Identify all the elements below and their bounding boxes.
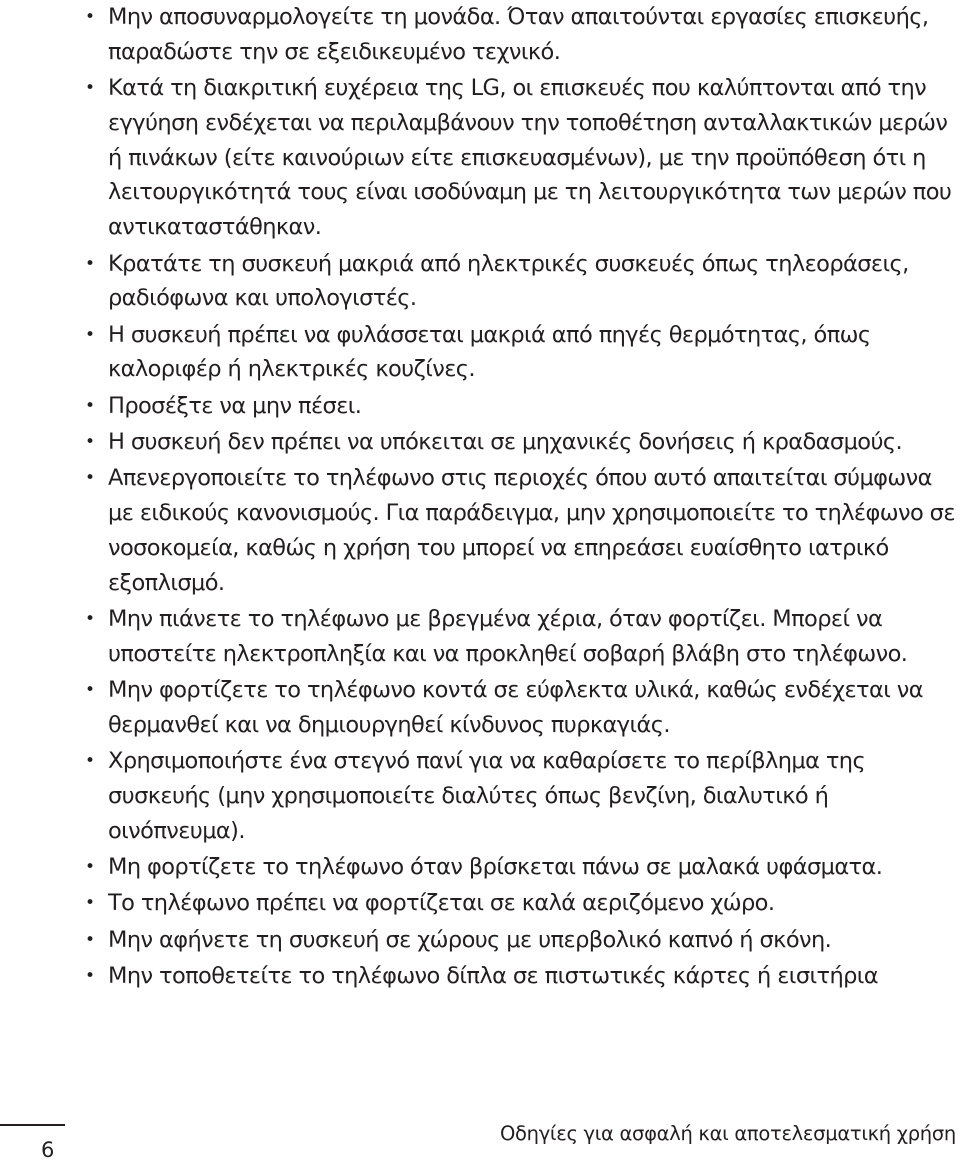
- footer-section-title: Οδηγίες για ασφαλή και αποτελεσματική χρήση: [499, 1122, 956, 1145]
- bullet-icon: •: [85, 609, 95, 630]
- list-item: [85, 923, 955, 958]
- list-item: [85, 318, 955, 388]
- bullet-text: Το τηλέφωνο πρέπει να φορτίζεται σε καλά αεριζόμενο χώρο.: [108, 890, 775, 917]
- bullet-text: Μη φορτίζετε το τηλέφωνο όταν βρίσκεται πάνω σε μαλακά υφάσματα.: [108, 854, 883, 881]
- bullet-icon: •: [85, 680, 95, 701]
- bullet-icon: •: [85, 395, 95, 416]
- list-item: [85, 886, 955, 921]
- bullet-icon: •: [85, 78, 95, 99]
- bullet-text: Απενεργοποιείτε το τηλέφωνο στις περιοχές όπου αυτό απαιτείται σύμφωνα με ειδικούς κανονισμούς. Για παράδειγμα, μην χρησιμοποιείτε το τηλέφωνο σε νοσοκομεία, καθώς η χρήση του μπορεί να επηρεάσει ευαίσθητο ιατρικό εξοπλισμό.: [108, 465, 955, 596]
- bullet-text: Μην αποσυναρμολογείτε τη μονάδα. Όταν απαιτούνται εργασίες επισκευής, παραδώστε την σε εξειδικευμένο τεχνικό.: [108, 4, 929, 65]
- bullet-icon: •: [85, 324, 95, 345]
- bullet-icon: •: [85, 751, 95, 772]
- list-item: [85, 425, 955, 460]
- bullet-icon: •: [85, 468, 95, 489]
- bullet-text: Μην τοποθετείτε το τηλέφωνο δίπλα σε πιστωτικές κάρτες ή εισιτήρια: [108, 963, 879, 990]
- bullet-text: Η συσκευή πρέπει να φυλάσσεται μακριά από πηγές θερμότητας, όπως καλοριφέρ ή ηλεκτρικές κουζίνες.: [108, 321, 871, 383]
- bullet-icon: •: [85, 253, 95, 274]
- list-item: [85, 247, 955, 317]
- list-item: [85, 389, 955, 424]
- bullet-text: Κατά τη διακριτική ευχέρεια της LG, οι επισκευές που καλύπτονται από την εγγύηση ενδέχεται να περιλαμβάνουν την τοποθέτηση ανταλλακτικών μερών ή πινάκων (είτε καινούριων είτε επισκευασμένων), με την προϋπόθεση ότι η λειτουργικότητά τους είναι ισοδύναμη με τη λειτουργικότητα των μερών που αντικαταστάθηκαν.: [108, 75, 952, 241]
- bullet-text: Χρησιμοποιήστε ένα στεγνό πανί για να καθαρίσετε το περίβλημα της συσκευής (μην χρησιμοποιείτε διαλύτες όπως βενζίνη, διαλυτικό ή οινόπνευμα).: [108, 748, 866, 844]
- bullet-icon: •: [85, 929, 95, 950]
- list-item: [85, 461, 955, 600]
- safety-bullet-list: [85, 0, 955, 995]
- list-item: [85, 71, 955, 245]
- list-item: [85, 744, 955, 848]
- footer-divider: [0, 1124, 65, 1126]
- bullet-icon: •: [85, 893, 95, 914]
- bullet-text: Η συσκευή δεν πρέπει να υπόκειται σε μηχανικές δονήσεις ή κραδασμούς.: [108, 429, 903, 456]
- bullet-icon: •: [85, 432, 95, 453]
- bullet-text: Μην αφήνετε τη συσκευή σε χώρους με υπερβολικό καπνό ή σκόνη.: [108, 926, 832, 953]
- list-item: [85, 602, 955, 672]
- list-item: [85, 673, 955, 743]
- bullet-icon: •: [85, 7, 95, 27]
- bullet-text: Κρατάτε τη συσκευή μακριά από ηλεκτρικές συσκευές όπως τηλεοράσεις, ραδιόφωνα και υπολογιστές.: [108, 250, 909, 312]
- list-item: [85, 850, 955, 885]
- bullet-text: Μην φορτίζετε το τηλέφωνο κοντά σε εύφλεκτα υλικά, καθώς ενδέχεται να θερμανθεί και να δημιουργηθεί κίνδυνος πυρκαγιάς.: [108, 677, 923, 738]
- list-item: [85, 959, 955, 994]
- bullet-icon: •: [85, 966, 95, 987]
- list-item: [85, 0, 955, 70]
- bullet-icon: •: [85, 857, 95, 878]
- bullet-text: Μην πιάνετε το τηλέφωνο με βρεγμένα χέρια, όταν φορτίζει. Μπορεί να υποστείτε ηλεκτροπληξία και να προκληθεί σοβαρή βλάβη στο τηλέφωνο.: [108, 606, 908, 667]
- page-number: 6: [41, 1138, 55, 1162]
- bullet-text: Προσέξτε να μην πέσει.: [108, 392, 362, 419]
